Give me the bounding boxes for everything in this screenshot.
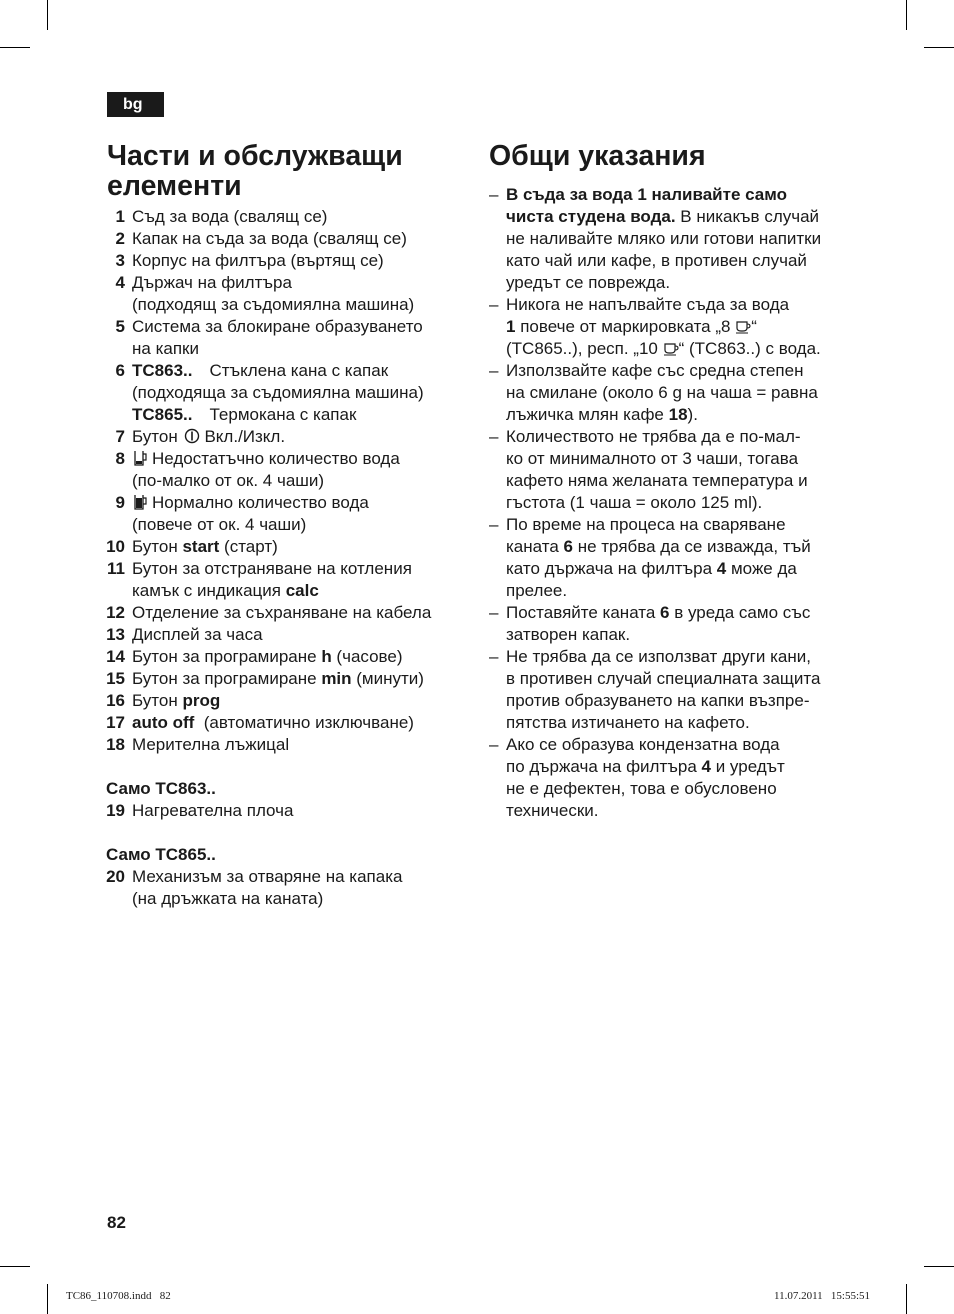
list-item: 15 Бутон за програмиране min (минути) bbox=[106, 669, 424, 688]
list-item: 6 TC863.. Стъклена кана с капак (подходяща за съдомиялна машина) TC865.. Термокана с капак bbox=[115, 361, 424, 424]
language-tag: bg bbox=[107, 92, 164, 117]
general-notes bbox=[489, 184, 859, 822]
list-item: 4 Държач на филтъра (подходящ за съдомиялна машина) bbox=[115, 273, 415, 314]
list-item: 8 Недостатъчно количество вода (по-малко от ок. 4 чаши) bbox=[115, 449, 400, 490]
list-item: 20 Механизъм за отваряне на капака (на дръжката на каната) bbox=[106, 867, 403, 908]
list-item: 7 Бутон Вкл./Изкл. bbox=[115, 427, 286, 446]
note-item: – Ако се образува кондензатна вода по държача на филтъра 4 и уредът не е дефектен, това е обусловено технически. bbox=[489, 735, 785, 820]
list-item: 2 Капак на съда за вода (свалящ се) bbox=[115, 229, 407, 248]
list-item: 12 Отделение за съхраняване на кабела bbox=[106, 603, 432, 622]
note-item: – В съда за вода 1 наливайте само чиста студена вода. В никакъв случай не наливайте мляко или готови напитки като чай или кафе, в противен случай уредът се поврежда. bbox=[489, 185, 822, 292]
crop-mark bbox=[906, 1284, 907, 1314]
crop-mark bbox=[0, 1266, 30, 1267]
list-item: 16 Бутон prog bbox=[106, 691, 221, 710]
crop-mark bbox=[0, 47, 30, 48]
crop-mark bbox=[47, 0, 48, 30]
list-item: 10 Бутон start (старт) bbox=[106, 537, 278, 556]
left-title: Части и обслужващи елементи bbox=[107, 140, 403, 202]
list-item: 14 Бутон за програмиране h (часове) bbox=[106, 647, 403, 666]
low-water-icon bbox=[132, 450, 148, 466]
list-item: 3 Корпус на филтъра (въртящ се) bbox=[115, 251, 384, 270]
note-item: – Използвайте кафе със средна степен на смилане (около 6 g на чаша = равна лъжичка млян кафе 18). bbox=[489, 361, 818, 424]
list-item: 13 Дисплей за часа bbox=[106, 625, 263, 644]
note-item: – Количеството не трябва да е по-мал- ко от минималното от 3 чаши, тогава кафето няма желаната температура и гъстота (1 чаша = около 125 ml). bbox=[489, 427, 808, 512]
list-item: 19 Нагревателна плоча bbox=[106, 801, 294, 820]
cup-icon bbox=[735, 318, 751, 334]
crop-mark bbox=[906, 0, 907, 30]
list-item: 11 Бутон за отстраняване на котления камък с индикация calc bbox=[107, 559, 412, 600]
list-item: 17 auto off (автоматично изключване) bbox=[106, 713, 414, 732]
list-item: 18 Мерителна лъжицаl bbox=[106, 735, 290, 754]
page-number: 82 bbox=[107, 1213, 126, 1232]
footer-timestamp: 11.07.2011 15:55:51 bbox=[774, 1290, 871, 1302]
crop-mark bbox=[924, 47, 954, 48]
crop-mark bbox=[924, 1266, 954, 1267]
power-icon bbox=[184, 428, 200, 444]
subheading-tc863: Само TC863.. bbox=[106, 779, 216, 798]
list-item: 1 Съд за вода (свалящ се) bbox=[115, 207, 328, 226]
subheading-tc865: Само TC865.. bbox=[106, 845, 216, 864]
note-item: – Не трябва да се използват други кани, в противен случай специалната защита против образуването на капки възпре- пятства изтичането на кафето. bbox=[489, 647, 821, 732]
crop-mark bbox=[47, 1284, 48, 1314]
list-item: 5 Система за блокиране образуването на капки bbox=[115, 317, 423, 358]
right-title: Общи указания bbox=[489, 140, 706, 172]
note-item: – Никога не напълвайте съда за вода 1 повече от маркировката „8 “ (TC865..), респ. „10 “ (TC863..) с вода. bbox=[489, 295, 821, 358]
list-item: 9 Нормално количество вода (повече от ок. 4 чаши) bbox=[115, 493, 369, 534]
parts-list bbox=[106, 206, 466, 910]
cup-icon bbox=[663, 340, 679, 356]
note-item: – По време на процеса на сваряване каната 6 не трябва да се изважда, тъй като държача на филтъра 4 може да прелее. bbox=[489, 515, 811, 600]
footer-file: TC86_110708.indd 82 bbox=[66, 1290, 171, 1302]
full-water-icon bbox=[132, 494, 148, 510]
note-item: – Поставяйте каната 6 в уреда само със затворен капак. bbox=[489, 603, 811, 644]
